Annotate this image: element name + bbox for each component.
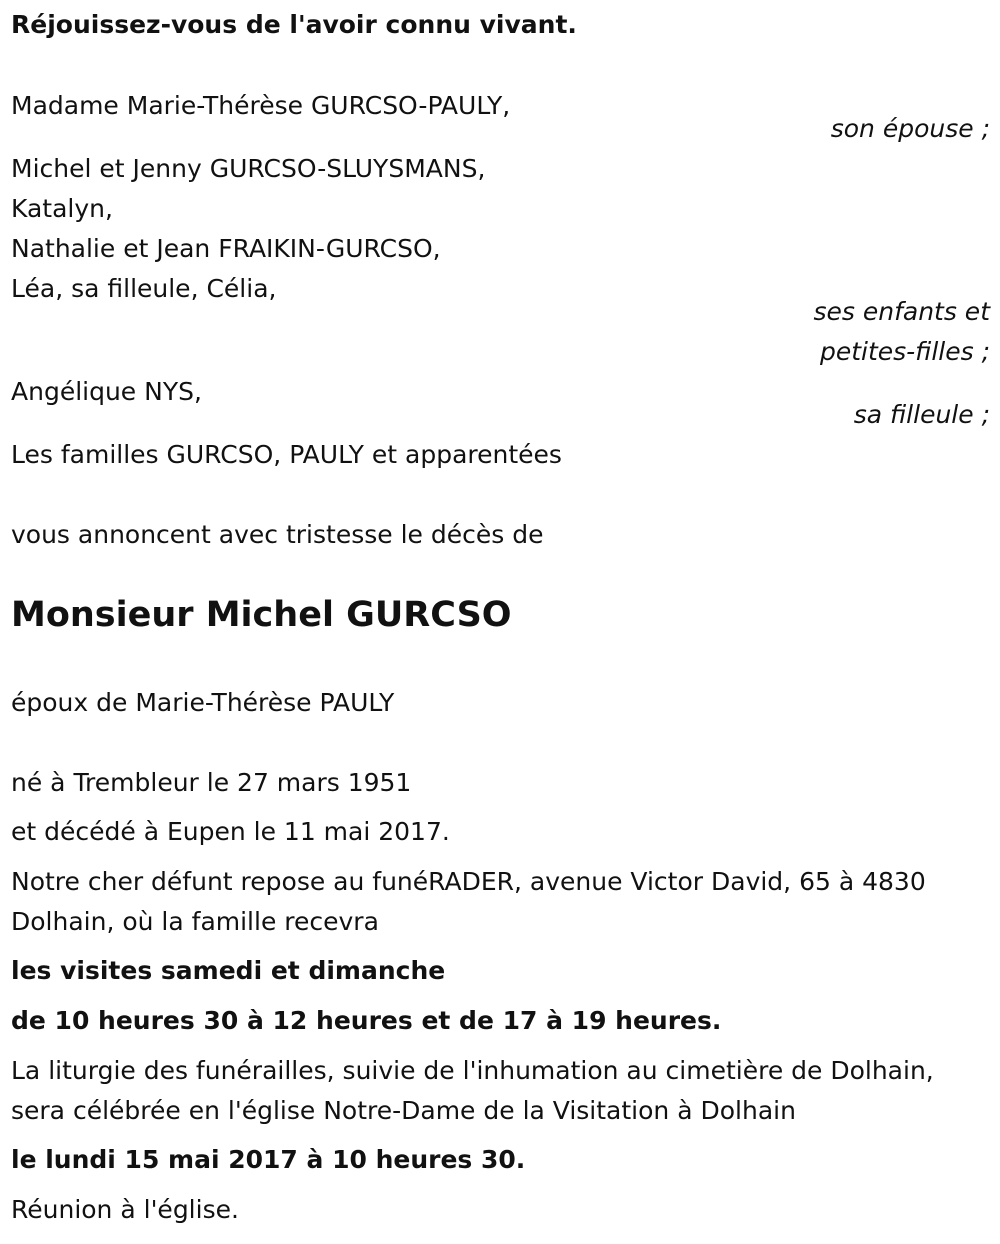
children-role-line-2: petites-filles ; [819, 337, 990, 366]
spouse-name: Madame Marie-Thérèse GURCSO-PAULY, [11, 91, 511, 120]
goddaughter-role: sa filleule ; [853, 400, 990, 429]
visitation-days: les visites samedi et dimanche [11, 956, 446, 985]
child-line: Nathalie et Jean FRAIKIN-GURCSO, [11, 234, 441, 263]
heading: Réjouissez-vous de l'avoir connu vivant. [11, 10, 577, 39]
announce-line: vous annoncent avec tristesse le décès de [11, 520, 544, 549]
spouse-of-line: époux de Marie-Thérèse PAULY [11, 688, 395, 717]
children-role-line-1: ses enfants et [813, 297, 990, 326]
child-line: Léa, sa filleule, Célia, [11, 274, 277, 303]
child-line: Michel et Jenny GURCSO-SLUYSMANS, [11, 154, 486, 183]
funeral-date: le lundi 15 mai 2017 à 10 heures 30. [11, 1145, 526, 1174]
death-line: et décédé à Eupen le 11 mai 2017. [11, 817, 450, 846]
meeting-line: Réunion à l'église. [11, 1195, 239, 1224]
goddaughter-name: Angélique NYS, [11, 377, 202, 406]
funeral-text: La liturgie des funérailles, suivie de l'inhumation au cimetière de Dolhain, sera célébrée en l'église Notre-Dame de la Visitation à Dolhain [11, 1056, 934, 1125]
families-line: Les familles GURCSO, PAULY et apparentées [11, 440, 562, 469]
birth-line: né à Trembleur le 27 mars 1951 [11, 768, 412, 797]
child-line: Katalyn, [11, 194, 113, 223]
spouse-role: son épouse ; [830, 114, 990, 143]
deceased-name: Monsieur Michel GURCSO [11, 595, 512, 635]
visitation-hours: de 10 heures 30 à 12 heures et de 17 à 19 heures. [11, 1006, 722, 1035]
visitation-text: Notre cher défunt repose au funéRADER, avenue Victor David, 65 à 4830 Dolhain, où la famille recevra [11, 867, 926, 936]
